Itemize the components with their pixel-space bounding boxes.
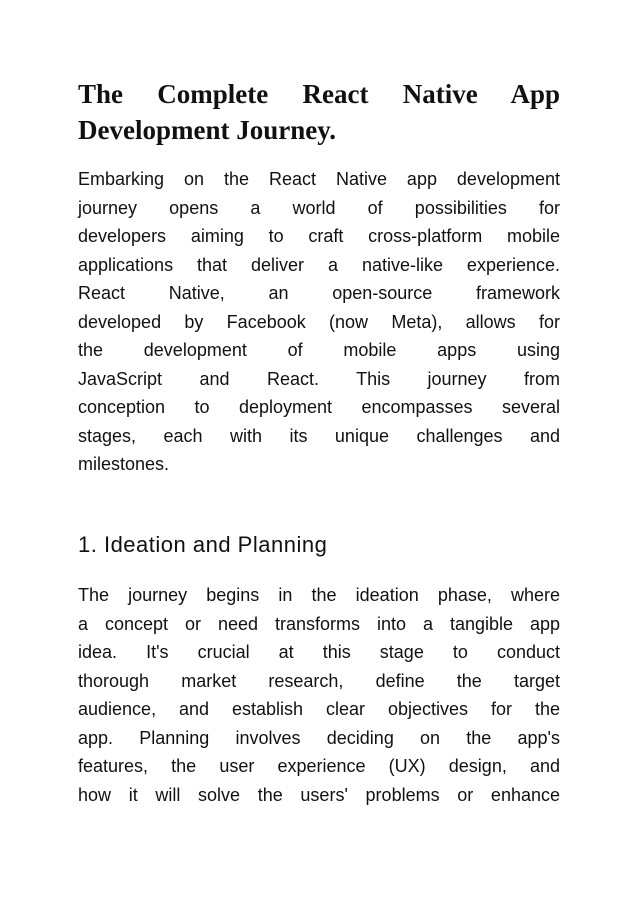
text-line: thorough market research, define the target: [78, 670, 560, 691]
title-line: The Complete React Native App: [78, 79, 560, 109]
text-line: The journey begins in the ideation phase, where: [78, 585, 560, 605]
text-line: audience, and establish clear objectives for the: [78, 699, 560, 719]
text-line: applications that deliver a native-like experience.: [78, 254, 560, 275]
text-line: Embarking on the React Native app development: [78, 169, 560, 189]
text-line: features, the user experience (UX) design, and: [78, 756, 560, 776]
text-line: conception to deployment encompasses several: [78, 397, 560, 417]
text-line: React Native, an open-source framework: [78, 283, 560, 303]
text-line: a concept or need transforms into a tangible app: [78, 613, 560, 634]
text-line: developers aiming to craft cross-platform mobile: [78, 226, 560, 246]
text-line: developed by Facebook (now Meta), allows for: [78, 311, 560, 332]
intro-paragraph: [78, 165, 560, 479]
text-line: milestones.: [78, 454, 170, 474]
section-paragraph: [78, 581, 560, 809]
document-title: [78, 76, 560, 148]
text-line: JavaScript and React. This journey from: [78, 368, 560, 389]
text-line: stages, each with its unique challenges and: [78, 425, 560, 446]
text-line: idea. It's crucial at this stage to conduct: [78, 642, 560, 662]
text-line: app. Planning involves deciding on the app's: [78, 727, 560, 748]
text-line: journey opens a world of possibilities for: [78, 197, 560, 218]
text-line: how it will solve the users' problems or enhance: [78, 784, 560, 805]
title-line: Development Journey.: [78, 115, 336, 145]
text-line: the development of mobile apps using: [78, 340, 560, 360]
section-heading: 1. Ideation and Planning: [78, 532, 328, 557]
